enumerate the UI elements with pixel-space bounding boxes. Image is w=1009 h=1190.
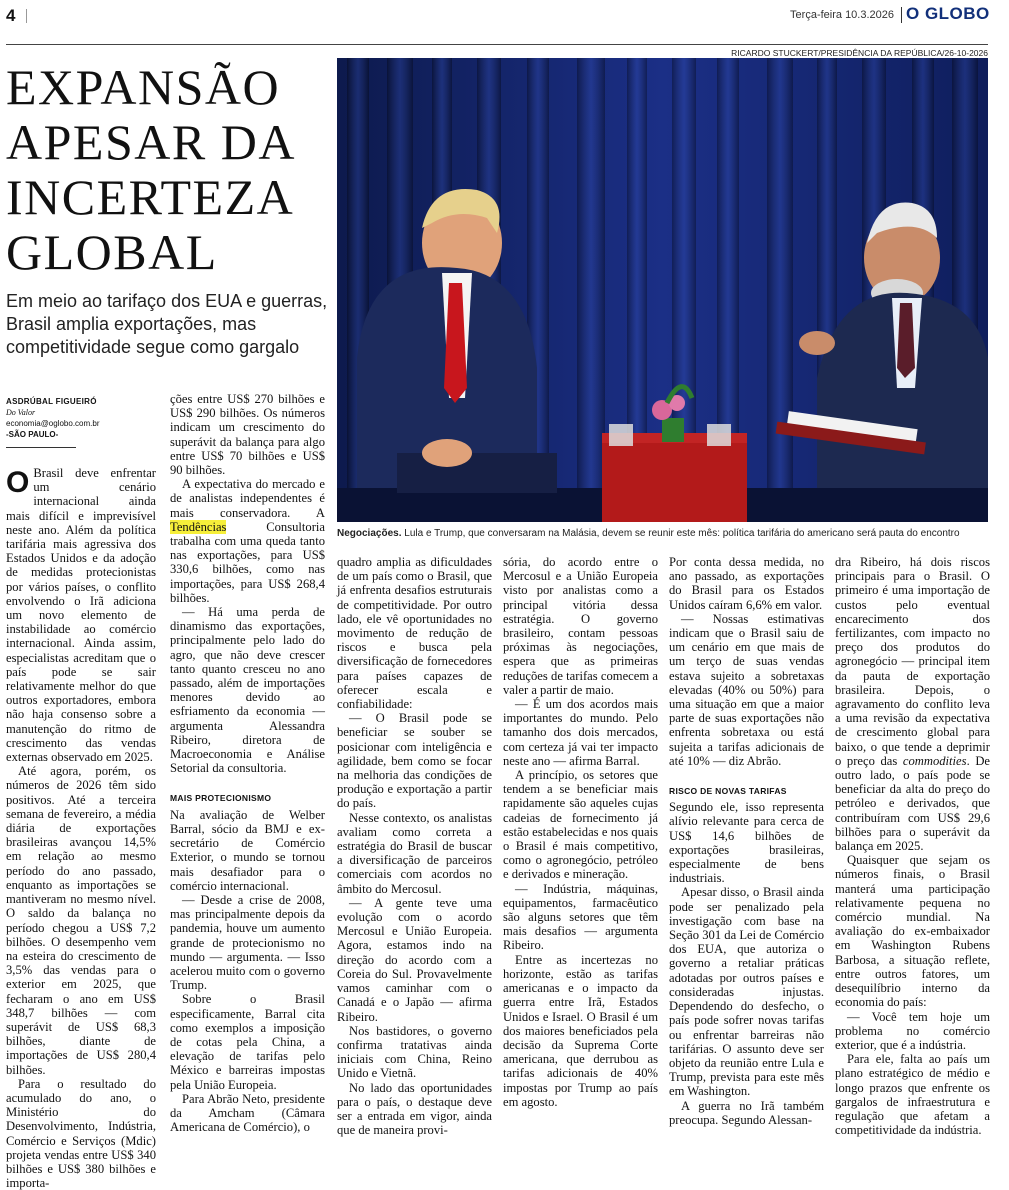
photo-credit: RICARDO STUCKERT/PRESIDÊNCIA DA REPÚBLICA/26-10-2026 — [731, 48, 988, 58]
article-column-4 — [503, 555, 658, 1136]
article-paragraph: Na avaliação de Welber Barral, sócio da BMJ e ex-secretário de Comércio Exterior, o mundo se tornou mais desafiador para o comércio internacional. — [170, 807, 325, 893]
article-paragraph: sória, do acordo entre o Mercosul e a União Europeia visto por analistas como a principal vitória dessa estratégia. O governo brasileiro, contam pessoas próximas às negociações, espera que as primeiras reduções de tarifas comecem a valer a partir de maio. — [503, 555, 658, 697]
article-paragraph: A guerra no Irã também preocupa. Segundo Alessan- — [669, 1098, 824, 1127]
article-paragraph: O Brasil deve enfrentar um cenário internacional ainda mais difícil e imprevisível neste ano. Além da política tarifária mais agressiva dos Estados Unidos e da adoção de medidas protecionistas por vários países, o conflito envolvendo o Irã adiciona um novo elemento de instabilidade ao comércio internacional. Ainda assim, especialistas acreditam que o país pode se sair relativamente melhor do que outros exportadores, embora não haja consenso sobre a manutenção do ritmo de crescimento das vendas externas observado em 2025. — [6, 466, 156, 765]
article-paragraph: Para Abrão Neto, presidente da Amcham (Câmara Americana de Comércio), o — [170, 1091, 325, 1135]
article-column-3 — [337, 555, 492, 1136]
article-paragraph: Até agora, porém, os números de 2026 têm sido positivos. Até a terceira semana de fevereiro, a média diária de exportações brasileiras avançou 14,5% em relação ao mesmo período do ano passado, enquanto as importações se mantiveram no mesmo nível. O saldo da balança no período chegou a US$ 7,2 bilhões. O desempenho vem na esteira do crescimento de 3,5% das vendas para o exterior em 2025, que fecharam o ano em US$ 348,7 bilhões — com superávit de US$ 68,3 bilhões, diante de importações de US$ 280,4 bilhões. — [6, 764, 156, 1077]
headline: EXPANSÃO APESAR DA INCERTEZA GLOBAL — [6, 59, 294, 280]
article-paragraph: A expectativa do mercado e de analistas independentes é mais conservadora. A Tendências Consultoria trabalha com uma queda tanto nas exportações, para US$ 330,6 bilhões, como nas importações, para US$ 268,4 bilhões. — [170, 477, 325, 605]
byline — [6, 396, 156, 440]
italic-term: commodities — [902, 753, 967, 768]
author-email: economia@oglobo.com.br — [6, 419, 100, 428]
article-column-5 — [669, 555, 824, 1136]
article-paragraph: — A gente teve uma evolução com o acordo Mercosul e União Europeia. Agora, estamos indo na direção do acordo com a Coreia do Sul. Provavelmente vamos caminhar com o Canadá e o Japão — afirma Ribeiro. — [337, 895, 492, 1024]
article-paragraph: Para o resultado do acumulado do ano, o Ministério do Desenvolvimento, Indústria, Comércio e Serviços (Mdic) projeta vendas entre US$ 340 bilhões e US$ 380 bilhões e importa- — [6, 1076, 156, 1190]
header-divider — [26, 9, 27, 23]
article-paragraph: No lado das oportunidades para o país, o destaque deve ser a entrada em vigor, ainda que de maneira provi- — [337, 1080, 492, 1138]
article-paragraph: Nos bastidores, o governo confirma tratativas ainda iniciais com China, Reino Unido e Vietnã. — [337, 1023, 492, 1081]
article-paragraph: Apesar disso, o Brasil ainda pode ser penalizado pela investigação com base na Seção 301 da Lei de Comércio dos EUA, que autoriza o governo a retaliar práticas adotadas por outros países e consideradas injustas. Dependendo do desfecho, o país pode sofrer novas tarifas ou enfrentar barreiras não tarifárias. O assunto deve ser objeto da reunião entre Lula e Trump, prevista para este mês em Washington. — [669, 885, 824, 1099]
article-paragraph: Quaisquer que sejam os números finais, o Brasil manterá uma participação relativamente pequena no comércio mundial. Na avaliação do ex-embaixador em Washington Rubens Barbosa, a situação reflete, entre outros fatores, um desequilíbrio interno da economia do país: — [835, 853, 990, 1010]
news-photo — [337, 58, 988, 522]
photo-caption — [337, 528, 997, 539]
article-column-1 — [6, 466, 156, 1190]
drop-cap: O — [6, 466, 30, 499]
author-name: ASDRÚBAL FIGUEIRÓ — [6, 397, 97, 406]
article-paragraph: ções entre US$ 270 bilhões e US$ 290 bilhões. Os números indicam um crescimento do superávit da balança para algo entre US$ 70 bilhões e US$ 90 bilhões. — [170, 392, 325, 478]
article-column-2 — [170, 392, 325, 1136]
article-paragraph: — Você tem hoje um problema no comércio exterior, que é a indústria. — [835, 1009, 990, 1052]
article-paragraph: — O Brasil pode se beneficiar se souber se posicionar com inteligência e agilidade, bem como se focar na melhoria das condições de produção e exportação a partir do país. — [337, 711, 492, 811]
caption-label: Negociações. — [337, 528, 402, 539]
edition-date: Terça-feira 10.3.2026 — [790, 9, 894, 21]
author-outlet: Do Valor — [6, 408, 36, 417]
article-column-6 — [835, 555, 990, 1136]
article-paragraph: Segundo ele, isso representa alívio relevante para cerca de US$ 14,6 bilhões de exportações brasileiras, especialmente de bens industriais. — [669, 800, 824, 886]
article-paragraph: Por conta dessa medida, no ano passado, as exportações do Brasil para os Estados Unidos caíram 6,6% em valor. — [669, 555, 824, 612]
article-paragraph: — Indústria, máquinas, equipamentos, farmacêutico são alguns setores que têm mais desafios — argumenta Ribeiro. — [503, 881, 658, 953]
article-paragraph: quadro amplia as dificuldades de um país como o Brasil, que já enfrenta desafios estruturais de competitividade. Por outro lado, ele vê oportunidades no movimento de redução de riscos e busca pela diversificação de fornecedores para países capazes de oferecer escala e confiabilidade: — [337, 555, 492, 712]
article-paragraph: dra Ribeiro, há dois riscos principais para o Brasil. O primeiro é uma importação de custos pelo eventual encarecimento dos fertilizantes, com impacto no preço dos produtos do agronegócio — principal item da pauta de exportação brasileira. Depois, o agravamento do conflito leva a uma revisão da expectativa de crescimento global para baixo, o que tende a deprimir o preço das commodities. De outro lado, o país pode se beneficiar da alta do preço do petróleo e derivados, que contribuíram com US$ 29,6 bilhões para o superávit da balança em 2025. — [835, 555, 991, 854]
header-separator — [901, 7, 902, 23]
article-paragraph: Sobre o Brasil especificamente, Barral cita como exemplos a imposição de cotas pela China, a elevação de tarifas pelo México e barreiras impostas pela União Europeia. — [170, 992, 325, 1092]
article-paragraph: A princípio, os setores que tendem a se beneficiar mais rapidamente são aqueles cujas cadeias de fornecimento já estão estabelecidas e nos quais o Brasil é mais competitivo, como o agronegócio, petróleo e derivados e mineração. — [503, 768, 658, 882]
section-subhead: RISCO DE NOVAS TARIFAS — [669, 786, 787, 797]
page-number: 4 — [6, 6, 16, 25]
article-paragraph: — É um dos acordos mais importantes do mundo. Pelo tamanho dos dois mercados, com certeza já vai ter impacto neste ano — afirma Barral. — [503, 697, 658, 768]
dateline-location: -SÃO PAULO- — [6, 430, 59, 439]
highlighted-term: Tendências — [170, 519, 227, 534]
section-subhead: MAIS PROTECIONISMO — [170, 793, 272, 804]
article-paragraph: — Há uma perda de dinamismo das exportações, principalmente pelo lado do agro, que não deve crescer tanto quanto cresceu no ano passado, além de importações menores devido ao esfriamento da economia — argumenta Alessandra Ribeiro, diretora de Macroeconomia e Análise Setorial da consultoria. — [170, 605, 325, 776]
newspaper-logo: O GLOBO — [906, 4, 990, 23]
caption-text: Lula e Trump, que conversaram na Malásia, devem se reunir este mês: política tarifária do americano será pauta do encontro — [401, 528, 960, 539]
byline-rule — [6, 447, 76, 448]
article-paragraph: — Nossas estimativas indicam que o Brasil saiu de um cenário em que mais de um terço de suas vendas estava sujeito a sobretaxas elevadas (40% ou 50%) para uma situação em que a maior parte de suas exportações não enfrenta sobretaxa ou está sujeita a tarifas adicionais de até 10% — diz Abrão. — [669, 611, 824, 768]
article-paragraph: — Desde a crise de 2008, mas principalmente depois da pandemia, houve um aumento grande de protecionismo no mundo — argumenta. — Isso acelerou muito com o governo Trump. — [170, 892, 325, 993]
article-paragraph: Para ele, falta ao país um plano estratégico de médio e longo prazos que enfrente os gargalos de infraestrutura e regulação que afetam a competitividade da indústria. — [835, 1052, 990, 1138]
article-paragraph: Entre as incertezas no horizonte, estão as tarifas americanas e o impacto da guerra entre Irã, Estados Unidos e Israel. O Brasil é um dos maiores beneficiados pela decisão da Suprema Corte americana, que derrubou as tarifas adicionais de 40% impostas por Trump ao país em agosto. — [503, 952, 658, 1109]
article-paragraph: Nesse contexto, os analistas avaliam como correta a estratégia do Brasil de buscar a diversificação de parceiros comerciais com acordos no âmbito do Mercosul. — [337, 810, 492, 896]
header-rule — [6, 44, 988, 45]
subheadline: Em meio ao tarifaço dos EUA e guerras, Brasil amplia exportações, mas competitividade segue como gargalo — [6, 291, 328, 357]
